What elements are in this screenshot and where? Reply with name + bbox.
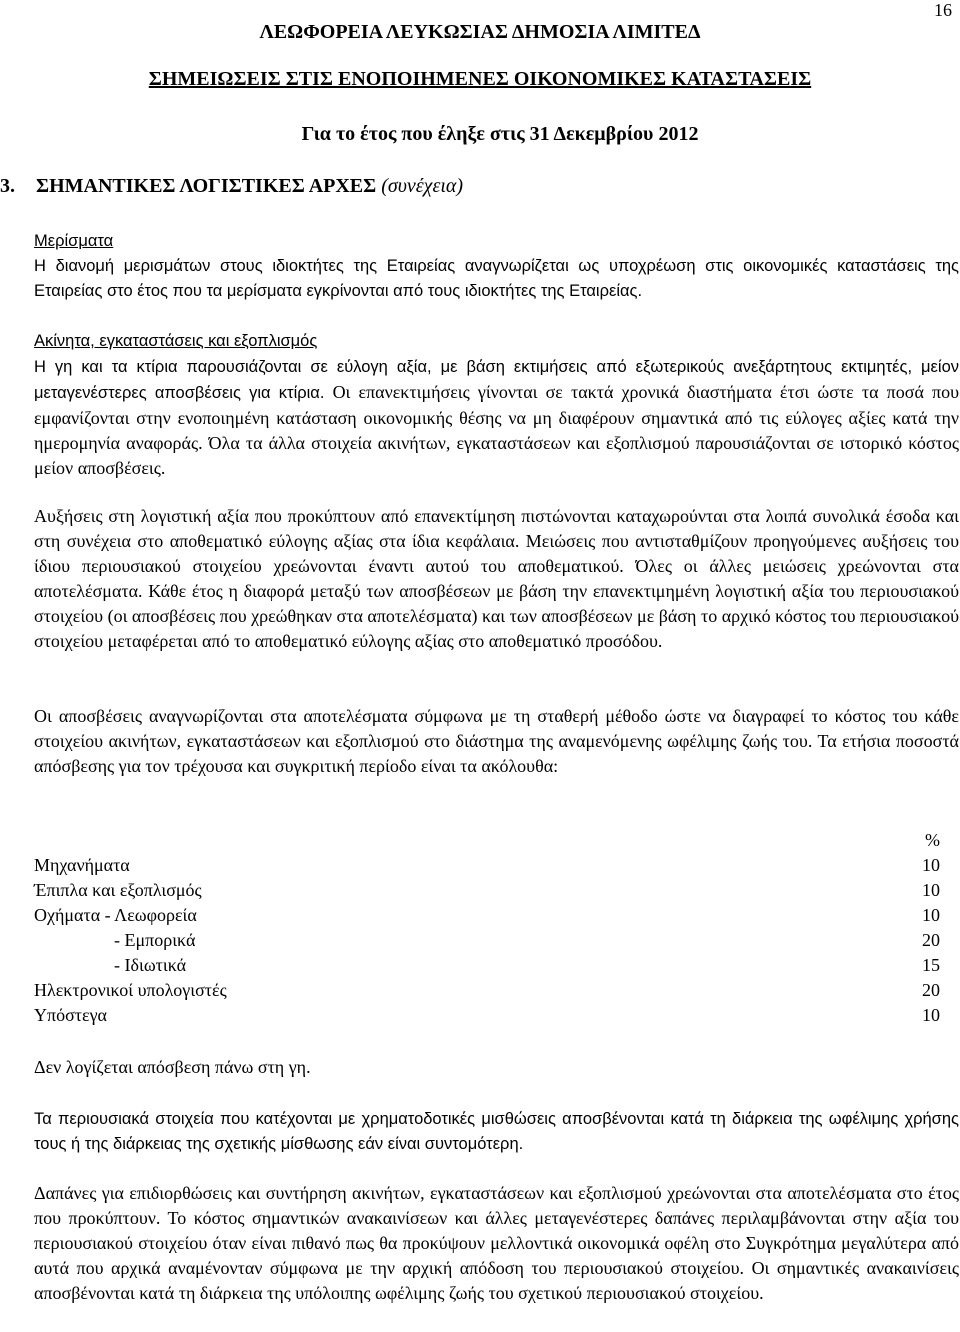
section-heading <box>0 174 463 199</box>
rate-value: 10 <box>922 1005 940 1025</box>
rate-label: - Εμπορικά <box>114 930 196 950</box>
revaluation-paragraph: Αυξήσεις στη λογιστική αξία που προκύπτουν από επανεκτίμηση πιστώνονται καταχωρούνται στα λοιπά συνολικά έσοδα και στη συνέχεια στο αποθεματικό εύλογης αξίας στα ίδια κεφάλαια. Μειώσεις που αντισταθμίζουν προηγούμενες αυξήσεις του ίδιου περιουσιακού στοιχείου χρεώνονται έναντι αυτού του αποθεματικού. Όλες οι άλλες μειώσεις χρεώνονται στα αποτελέσματα. Κάθε έτος η διαφορά μεταξύ των αποσβέσεων με βάση την επανεκτιμημένη λογιστική αξία του περιουσιακού στοιχείου (οι αποσβέσεις που χρεώθηκαν στα αποτελέσματα) και των αποσβέσεων με βάση το αρχικό κόστος του περιουσιακού στοιχείου μεταφέρεται από το αποθεματικό εύλογης αξίας στο αποθεματικό προσόδου. <box>34 506 959 651</box>
depreciation-paragraph: Οι αποσβέσεις αναγνωρίζονται στα αποτελέσματα σύμφωνα με τη σταθερή μέθοδο ώστε να διαγραφεί το κόστος του κάθε στοιχείου ακινήτων, εγκαταστάσεων και εξοπλισμού στο διάστημα της αναμενόμενης ωφέλιμης ζωής του. Τα ετήσια ποσοστά απόσβεσης για τον τρέχουσα και συγκριτική περίοδο είναι τα ακόλουθα: <box>34 706 959 776</box>
property-block <box>34 329 959 481</box>
section-continued: (συνέχεια) <box>381 175 464 197</box>
table-row <box>34 953 940 978</box>
rate-label: - Ιδιωτικά <box>114 955 187 975</box>
rates-unit: % <box>925 830 940 850</box>
company-name: ΛΕΩΦΟΡΕΙΑ ΛΕΥΚΩΣΙΑΣ ΔΗΜΟΣΙΑ ΛΙΜΙΤΕΔ <box>259 21 701 43</box>
dividends-heading: Μερίσματα <box>34 232 114 250</box>
section-number: 3. <box>0 175 15 197</box>
table-row <box>34 928 940 953</box>
rate-value: 10 <box>922 880 940 900</box>
rate-label: Υπόστεγα <box>34 1005 107 1025</box>
rate-label: Οχήματα - Λεωφορεία <box>34 905 197 925</box>
property-text-sans: Η γη και τα κτίρια παρουσιάζονται σε εύλογη αξία, με βάση εκτιμήσεις από εξωτερικούς ανεξάρτητους εκτιμητές, μείον μεταγενέστερες αποσβέσεις για κτίρια. <box>34 358 959 402</box>
leased-assets-paragraph: Τα περιουσιακά στοιχεία που κατέχονται με χρηματοδοτικές μισθώσεις αποσβένονται κατά τη διάρκεια της ωφέλιμης χρήσης τους ή της διάρκειας της σχετικής μίσθωσης εάν είναι συντομότερη. <box>34 1110 959 1153</box>
table-row <box>34 1003 940 1028</box>
rate-value: 20 <box>922 930 940 950</box>
dividends-text: Η διανομή μερισμάτων στους ιδιοκτήτες της Εταιρείας αναγνωρίζεται ως υποχρέωση στις οικονομικές καταστάσεις της Εταιρείας στο έτος που τα μερίσματα εγκρίνονται από τους ιδιοκτήτες της Εταιρείας. <box>34 257 959 300</box>
rate-label: Μηχανήματα <box>34 855 130 875</box>
table-row <box>34 903 940 928</box>
rate-label: Έπιπλα και εξοπλισμός <box>34 880 202 900</box>
depreciation-rates-table <box>34 828 940 1028</box>
rate-value: 10 <box>922 905 940 925</box>
rate-label: Ηλεκτρονικοί υπολογιστές <box>34 980 227 1000</box>
property-heading: Ακίνητα, εγκαταστάσεις και εξοπλισμός <box>34 332 318 350</box>
table-row <box>34 853 940 878</box>
no-land-depreciation-note: Δεν λογίζεται απόσβεση πάνω στη γη. <box>34 1057 311 1077</box>
table-row <box>34 978 940 1003</box>
rate-value: 10 <box>922 855 940 875</box>
property-text <box>34 354 959 481</box>
rate-value: 20 <box>922 980 940 1000</box>
page-number: 16 <box>934 0 952 20</box>
document-subtitle: ΣΗΜΕΙΩΣΕΙΣ ΣΤΙΣ ΕΝΟΠΟΙΗΜΕΝΕΣ ΟΙΚΟΝΟΜΙΚΕΣ ΚΑΤΑΣΤΑΣΕΙΣ <box>148 68 812 90</box>
table-row <box>34 878 940 903</box>
repairs-paragraph: Δαπάνες για επιδιορθώσεις και συντήρηση ακινήτων, εγκαταστάσεων και εξοπλισμού χρεώνονται στα αποτελέσματα στο έτος που προκύπτουν. Το κόστος σημαντικών ανακαινίσεων και άλλες μεταγενέστερες δαπάνες περιλαμβάνονται στην αξία του περιουσιακού στοιχείου όταν είναι πιθανό πως θα προκύψουν μελλοντικά οικονομικά οφέλη στο Συγκρότημα μεγαλύτερα από αυτά που αρχικά αναμένονταν σύμφωνα με την αρχική απόδοση του περιουσιακού στοιχείου. Οι σημαντικές ανακαινίσεις αποσβένονται κατά τη διάρκεια της υπόλοιπης ωφέλιμης ζωής του σχετικού περιουσιακού στοιχείου. <box>34 1183 959 1303</box>
dividends-block <box>34 229 959 304</box>
section-title: ΣΗΜΑΝΤΙΚΕΣ ΛΟΓΙΣΤΙΚΕΣ ΑΡΧΕΣ <box>36 175 377 197</box>
table-row <box>34 828 940 853</box>
reporting-period: Για το έτος που έληξε στις 31 Δεκεμβρίου 2012 <box>301 123 699 145</box>
property-text-serif: Οι επανεκτιμήσεις γίνονται σε τακτά χρονικά διαστήματα έτσι ώστε τα ποσά που εμφανίζονται στην ενοποιημένη κατάσταση οικονομικής θέσης να μη διαφέρουν σημαντικά από τις εύλογες αξίες κατά την ημερομηνία αναφοράς. Όλα τα άλλα στοιχεία ακινήτων, εγκαταστάσεων και εξοπλισμού παρουσιάζονται σε ιστορικό κόστος μείον αποσβέσεις. <box>34 382 960 478</box>
rate-value: 15 <box>922 955 940 975</box>
